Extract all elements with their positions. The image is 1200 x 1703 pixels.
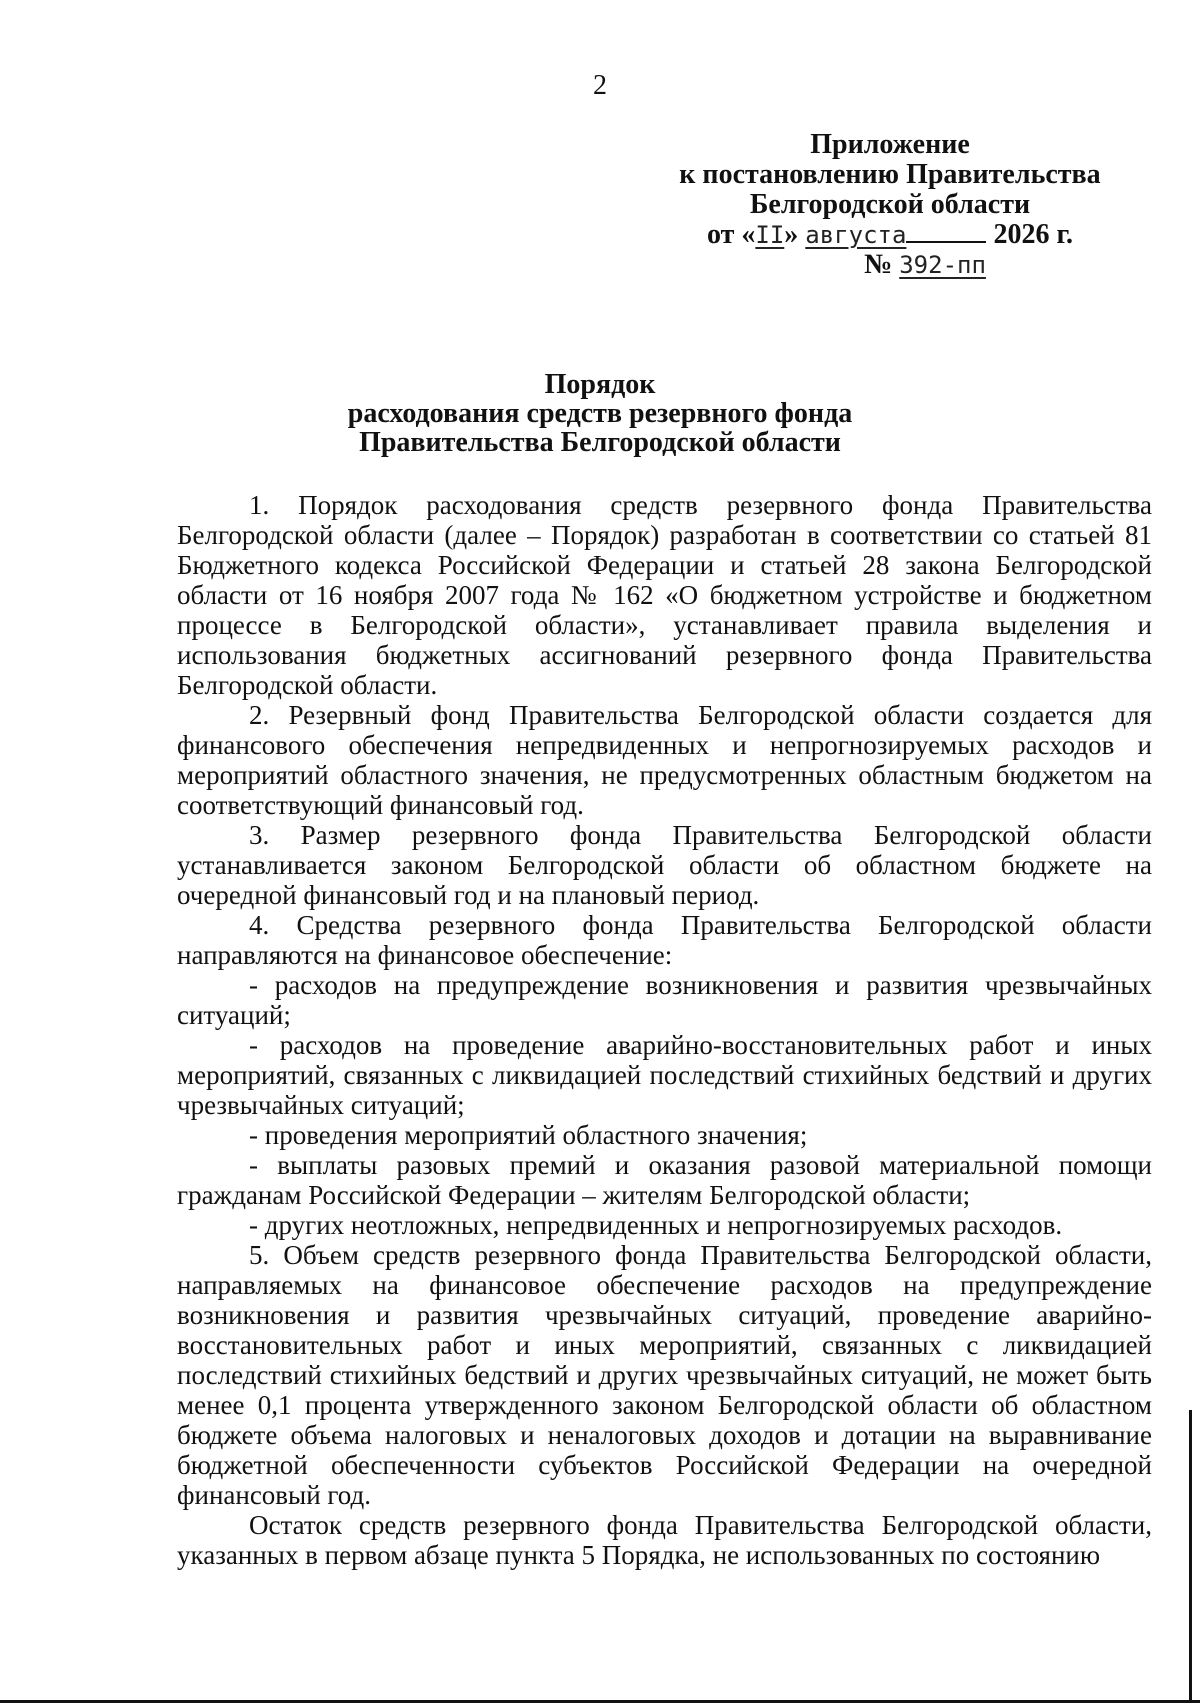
paragraph-1: 1. Порядок расходования средств резервного фонда Правительства Белгородской области (далее – Порядок) разработан в соответствии со статьей 81 Бюджетного кодекса Российской Федерации и статьей 28 закона Белгородской области от 16 ноября 2007 года № 162 «О бюджетном устройстве и бюджетном процессе в Белгородской области», устанавливает правила выделения и использования бюджетных ассигнований резервного фонда Правительства Белгородской области. xyxy=(177,490,1152,700)
list-item-payments: - выплаты разовых премий и оказания разовой материальной помощи гражданам Российской Федерации – жителям Белгородской области; xyxy=(177,1150,1152,1210)
paragraph-3: 3. Размер резервного фонда Правительства Белгородской области устанавливается законом Белгородской области об областном бюджете на очередной финансовый год и на плановый период. xyxy=(177,820,1152,910)
number-value: 392-пп xyxy=(899,251,986,279)
list-item-recovery: - расходов на проведение аварийно-восстановительных работ и иных мероприятий, связанных с ликвидацией последствий стихийных бедствий и других чрезвычайных ситуаций; xyxy=(177,1030,1152,1120)
appendix-decree-ref: к постановлению Правительства xyxy=(679,159,1101,190)
title-line-1: Порядок xyxy=(544,369,656,400)
appendix-region: Белгородской области xyxy=(749,189,1031,220)
paragraph-2: 2. Резервный фонд Правительства Белгородской области создается для финансового обеспечения непредвиденных и непрогнозируемых расходов и мероприятий областного значения, не предусмотренных областным бюджетом на соответствующий финансовый год. xyxy=(177,700,1152,820)
page-number: 2 xyxy=(593,70,607,101)
decree-date xyxy=(650,220,1130,250)
document-title xyxy=(0,370,1200,457)
paragraph-5: 5. Объем средств резервного фонда Правительства Белгородской области, направляемых на финансовое обеспечение расходов на предупреждение возникновения и развития чрезвычайных ситуаций, проведение аварийно-восстановительных работ и иных мероприятий, связанных с ликвидацией последствий стихийных бедствий и других чрезвычайных ситуаций, не может быть менее 0,1 процента утвержденного законом Белгородской области об областном бюджете объема налоговых и неналоговых доходов и дотации на выравнивание бюджетной обеспеченности субъектов Российской Федерации на очередной финансовый год. xyxy=(177,1240,1152,1510)
list-item-events: - проведения мероприятий областного значения; xyxy=(249,1120,808,1150)
title-line-2: расходования средств резервного фонда xyxy=(347,398,853,429)
list-item-other: - других неотложных, непредвиденных и непрогнозируемых расходов. xyxy=(249,1210,1063,1240)
appendix-header xyxy=(650,130,1130,280)
paragraph-4: 4. Средства резервного фонда Правительства Белгородской области направляются на финансовое обеспечение: xyxy=(177,910,1152,970)
list-item-prevention: - расходов на предупреждение возникновения и развития чрезвычайных ситуаций; xyxy=(177,970,1152,1030)
paragraph-5-continued: Остаток средств резервного фонда Правительства Белгородской области, указанных в первом абзаце пункта 5 Порядка, не использованных по состоянию xyxy=(177,1510,1152,1570)
date-day: II xyxy=(755,221,785,249)
date-year: 2026 г. xyxy=(993,219,1073,250)
number-prefix: № xyxy=(864,249,893,280)
appendix-label: Приложение xyxy=(810,129,970,160)
scan-border-right xyxy=(1189,1410,1192,1700)
date-month: августа xyxy=(805,221,907,249)
decree-number xyxy=(650,250,1130,280)
date-prefix: от « xyxy=(706,219,756,250)
date-mid: » xyxy=(784,219,799,250)
date-blank xyxy=(906,241,986,243)
title-line-3: Правительства Белгородской области xyxy=(359,427,841,458)
document-body xyxy=(177,490,1152,1570)
